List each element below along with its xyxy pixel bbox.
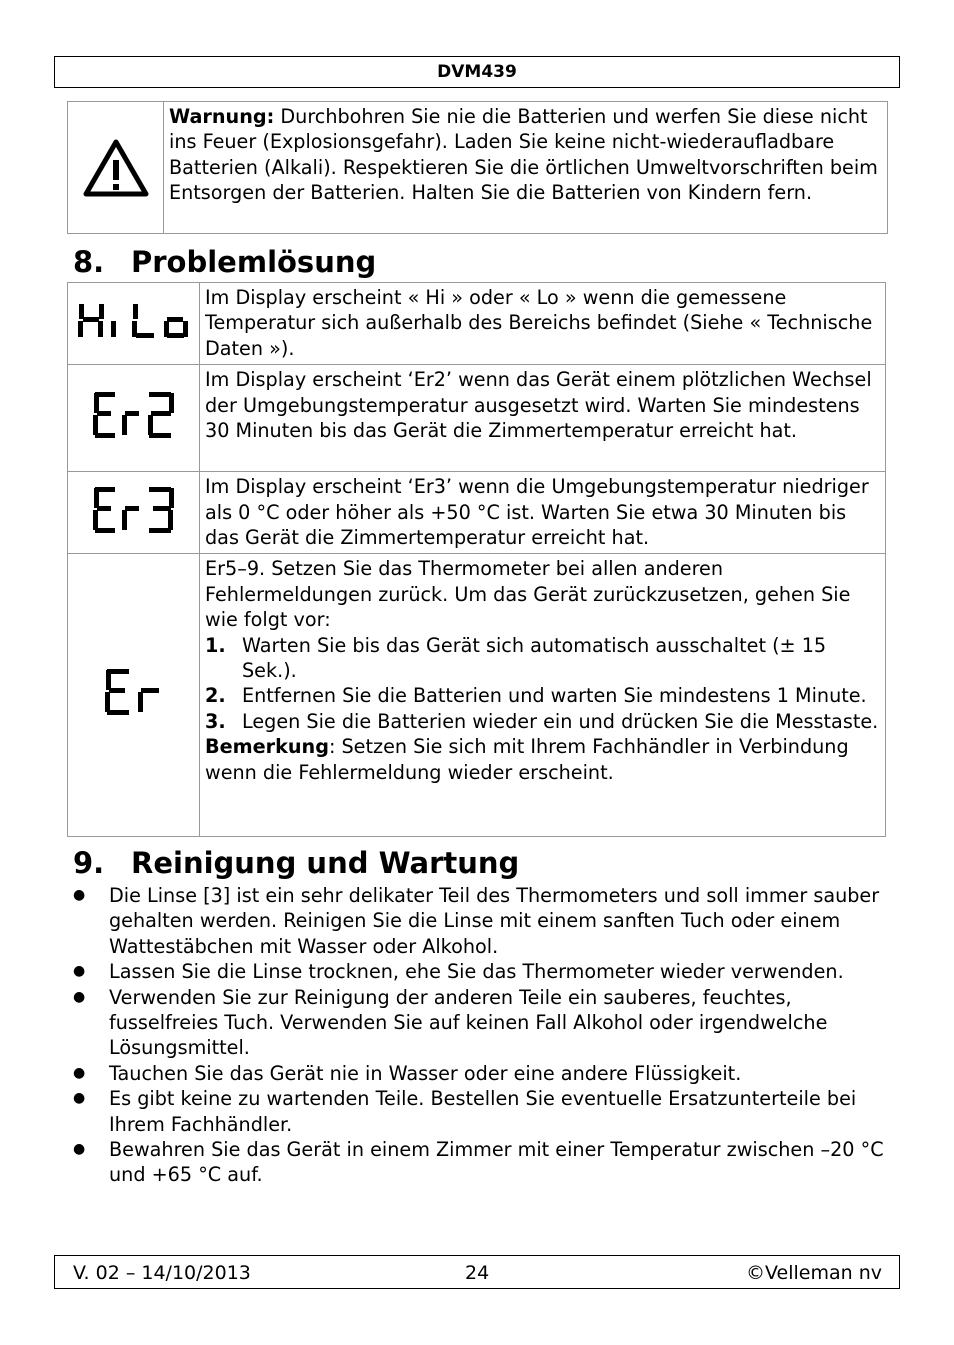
section-8-title: Problemlösung: [131, 245, 377, 279]
step-number: 3.: [205, 709, 226, 733]
bullet-text: Die Linse [3] ist ein sehr delikater Teil des Thermometers und soll immer sauber gehalten werden. Reinigen Sie die Linse mit einem sanften Tuch oder einem Wattestäbchen mit Wasser oder Alkohol.: [109, 884, 880, 958]
bullet-text: Tauchen Sie das Gerät nie in Wasser oder eine andere Flüssigkeit.: [109, 1061, 742, 1085]
section-9-heading: [73, 846, 519, 880]
version-date: V. 02 – 14/10/2013: [73, 1262, 251, 1284]
list-item: [74, 883, 894, 959]
note-label: Bemerkung: [205, 735, 329, 759]
bullet-icon: ●: [73, 1064, 86, 1081]
list-item: [74, 1061, 894, 1086]
bullet-text: Lassen Sie die Linse trocknen, ehe Sie das Thermometer wieder verwenden.: [109, 960, 844, 984]
page-number: 24: [465, 1262, 490, 1284]
lcd-hi-lo-graphic: [73, 298, 195, 342]
list-item: [74, 1086, 894, 1137]
page-footer: [54, 1255, 900, 1289]
table-row: [68, 554, 886, 837]
lcd-er2-graphic: [89, 388, 179, 442]
step-number: 2.: [205, 684, 226, 708]
list-item: [205, 709, 881, 734]
warning-box: [67, 101, 888, 234]
troubleshooting-table: [67, 282, 886, 837]
row-text: Im Display erscheint « Hi » oder « Lo » wenn die gemessene Temperatur sich außerhalb des Bereichs befindet (Siehe « Technische Daten »).: [200, 283, 886, 365]
display-er2-icon: [68, 365, 200, 472]
bullet-icon: ●: [73, 988, 86, 1005]
list-item: [205, 633, 881, 684]
display-er3-icon: [68, 472, 200, 554]
bullet-icon: ●: [73, 887, 86, 903]
bullet-text: Verwenden Sie zur Reinigung der anderen Teile ein sauberes, feuchtes, fusselfreies Tuch. Verwenden Sie auf keinen Fall Alkohol oder irgendwelche Lösungsmittel.: [109, 985, 828, 1060]
table-row: [68, 365, 886, 472]
page-header: [54, 56, 900, 88]
warning-body: Durchbohren Sie nie die Batterien und werfen Sie diese nicht ins Feuer (Explosionsgefahr). Laden Sie keine nicht-wiederaufladbare Batterien (Alkali). Respektieren Sie die örtlichen Umweltvorschriften beim Entsorgen der Batterien. Halten Sie die Batterien von Kindern fern.: [169, 105, 878, 205]
section-9-number: 9.: [73, 846, 105, 880]
row-text: Im Display erscheint ‘Er3’ wenn die Umgebungstemperatur niedriger als 0 °C oder höher als +50 °C ist. Warten Sie etwa 30 Minuten bis das Gerät die Zimmertemperatur erreicht hat.: [200, 472, 886, 554]
bullet-text: Bewahren Sie das Gerät in einem Zimmer mit einer Temperatur zwischen –20 °C und +65 °C auf.: [109, 1138, 884, 1187]
warning-text: [164, 102, 887, 233]
display-hi-lo-icon: [68, 283, 200, 365]
bullet-text: Es gibt keine zu wartenden Teile. Bestellen Sie eventuelle Ersatzunterteile bei Ihrem Fachhändler.: [109, 1087, 857, 1136]
step-text: Warten Sie bis das Gerät sich automatisch ausschaltet (± 15 Sek.).: [242, 633, 827, 683]
maintenance-list: [74, 883, 894, 1188]
copyright: ©Velleman nv: [746, 1262, 882, 1284]
list-item: [205, 683, 881, 708]
reset-intro: Er5–9. Setzen Sie das Thermometer bei allen anderen Fehlermeldungen zurück. Um das Gerät zurückzusetzen, gehen Sie wie folgt vor:: [205, 557, 851, 632]
bullet-icon: ●: [73, 963, 86, 980]
section-9-title: Reinigung und Wartung: [131, 846, 520, 880]
display-er-icon: [68, 554, 200, 837]
note: [205, 734, 881, 785]
step-text: Entfernen Sie die Batterien und warten Sie mindestens 1 Minute.: [242, 684, 867, 708]
warning-triangle-icon: [68, 102, 164, 233]
lcd-er3-graphic: [89, 483, 179, 537]
list-item: [74, 985, 894, 1061]
bullet-icon: ●: [73, 1141, 86, 1158]
model-name: DVM439: [437, 62, 517, 82]
bullet-icon: ●: [73, 1090, 86, 1107]
warning-label: Warnung:: [169, 105, 275, 128]
step-number: 1.: [205, 633, 226, 657]
section-8-number: 8.: [73, 245, 105, 279]
table-row: [68, 283, 886, 365]
lcd-er-graphic: [99, 665, 169, 719]
list-item: [74, 1137, 894, 1188]
row-text: Im Display erscheint ‘Er2’ wenn das Gerät einem plötzlichen Wechsel der Umgebungstemperatur ausgesetzt wird. Warten Sie mindestens 30 Minuten bis das Gerät die Zimmertemperatur erreicht hat.: [200, 365, 886, 472]
list-item: [74, 959, 894, 984]
note-text: : Setzen Sie sich mit Ihrem Fachhändler in Verbindung wenn die Fehlermeldung wieder erscheint.: [205, 735, 849, 784]
step-text: Legen Sie die Batterien wieder ein und drücken Sie die Messtaste.: [242, 709, 879, 733]
table-row: [68, 472, 886, 554]
section-8-heading: [73, 245, 376, 279]
row-text-reset: [200, 554, 886, 837]
